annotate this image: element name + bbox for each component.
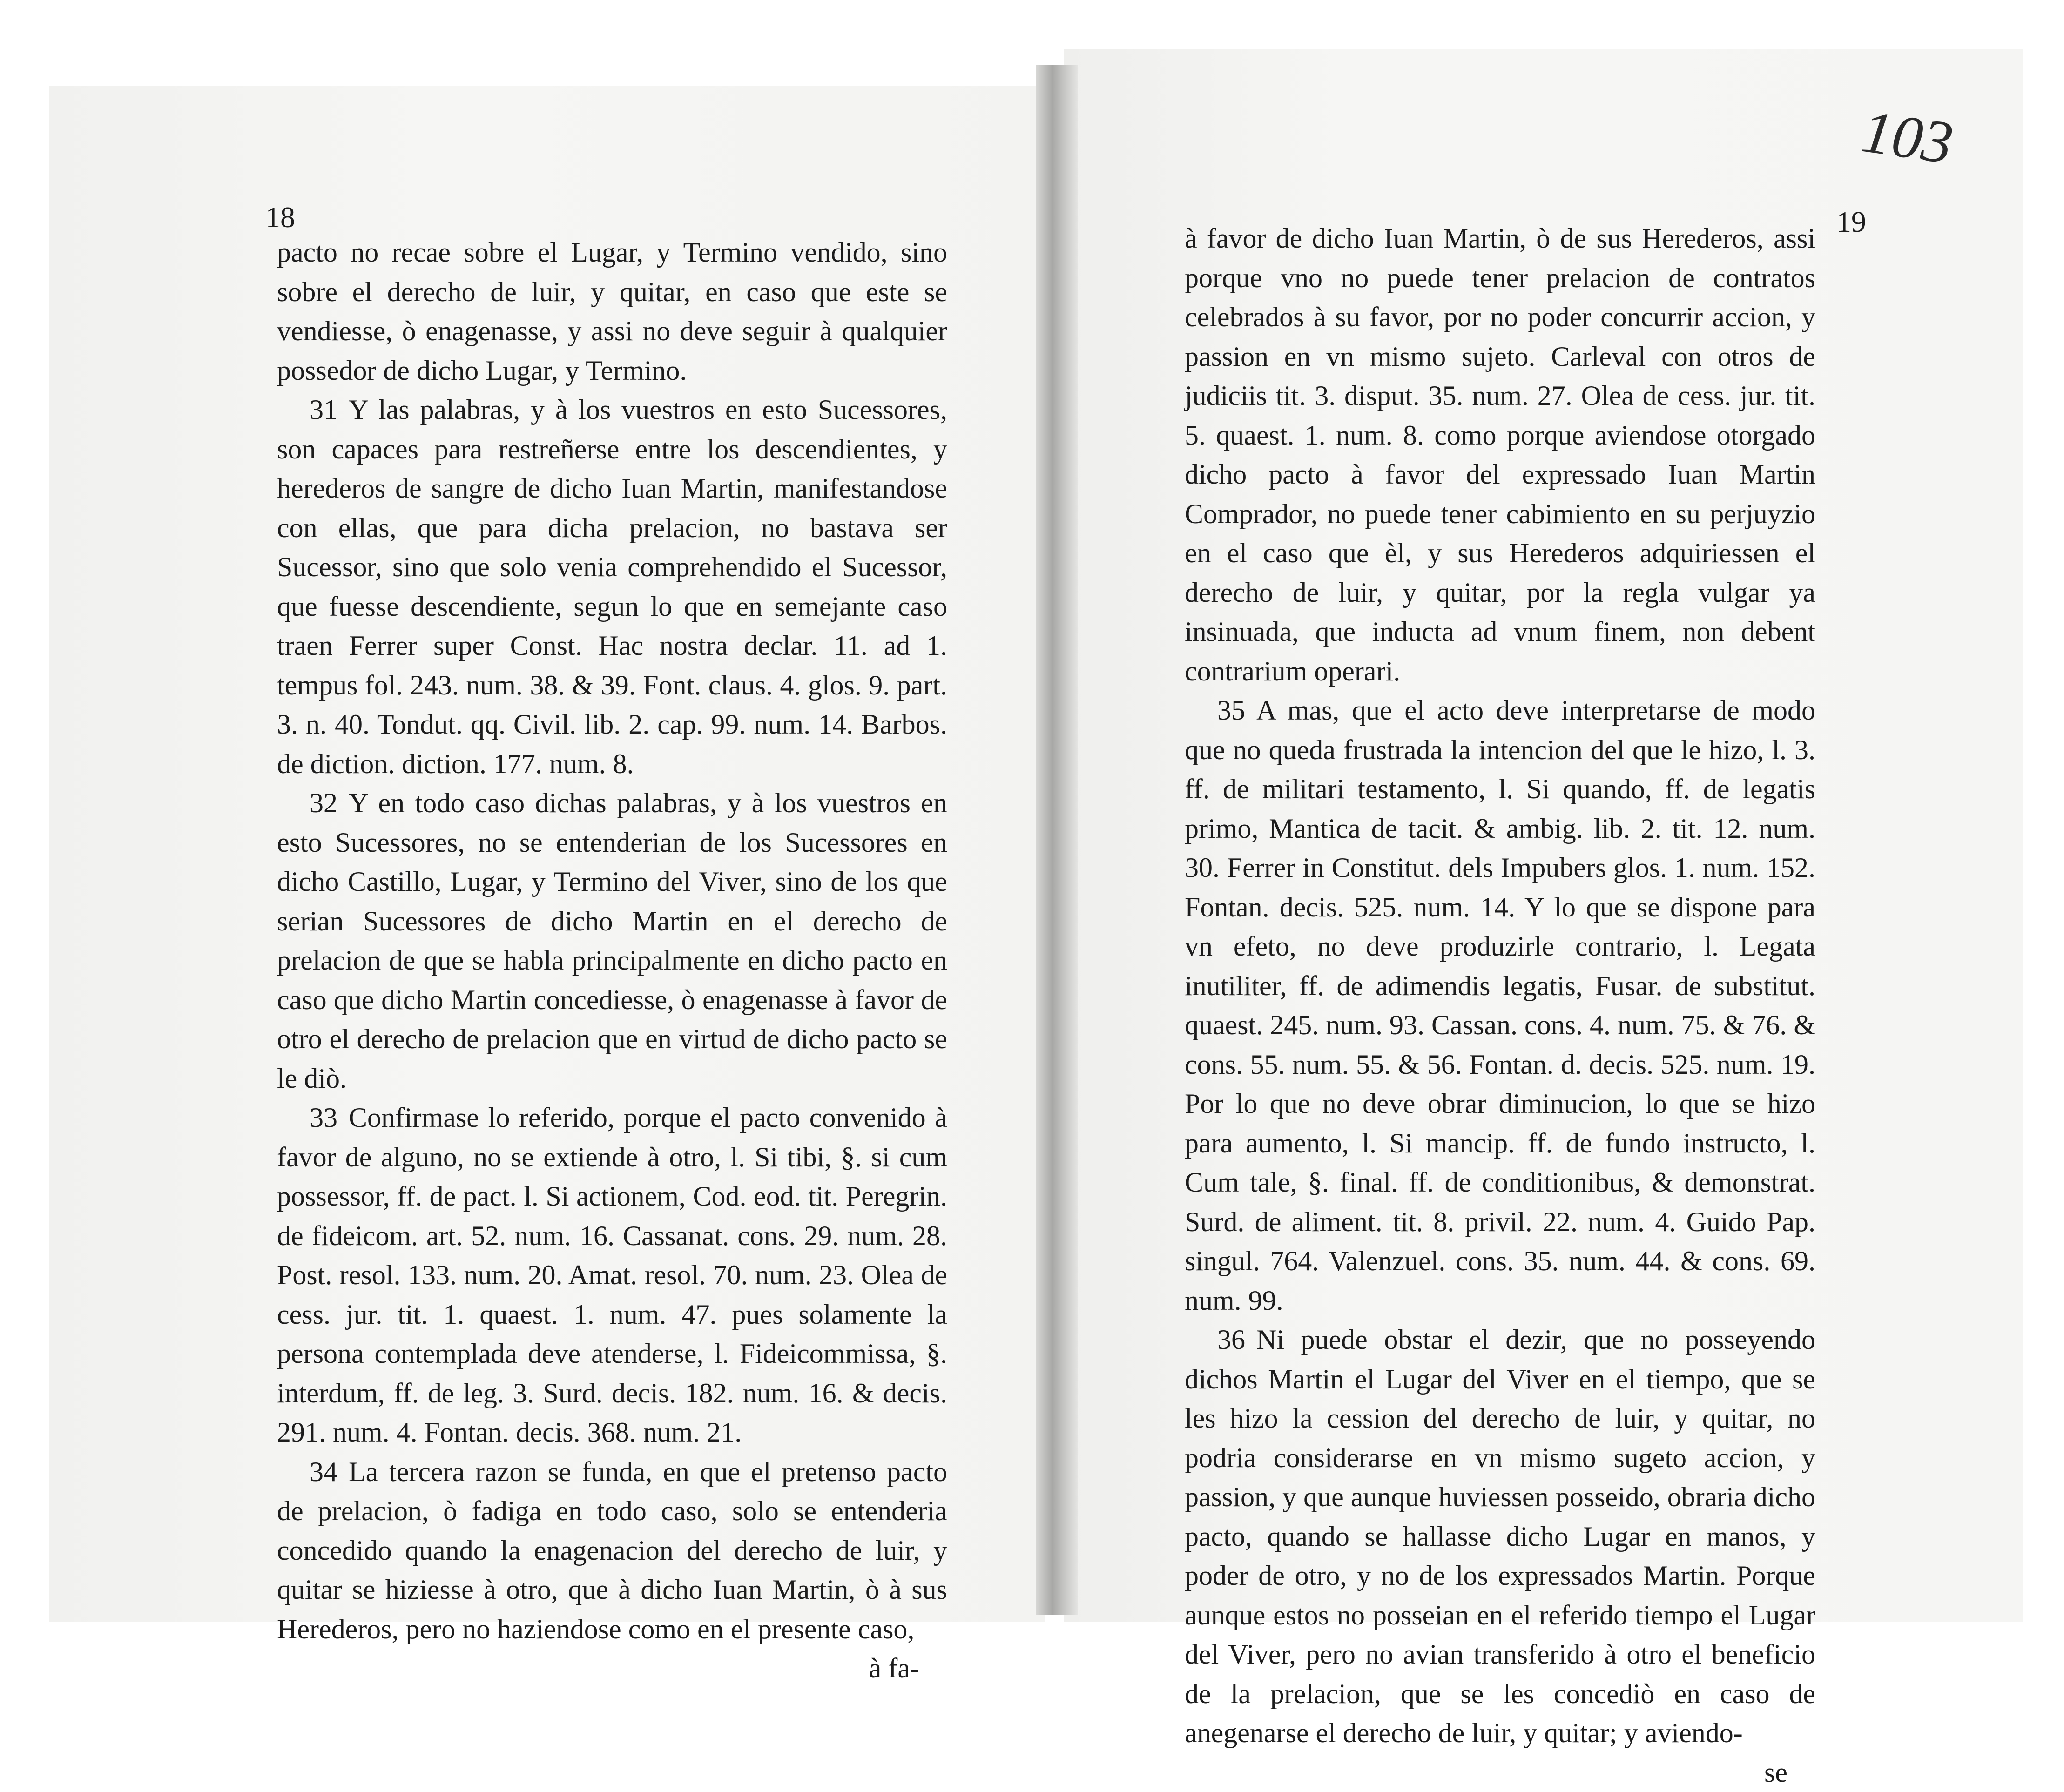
catchword: se (1185, 1753, 1815, 1792)
book-gutter (1036, 65, 1078, 1615)
paragraph-text: pacto no recae sobre el Lugar, y Termino vendido, sino sobre el derecho de luir, y quitar, en caso que este se vendiesse, ò enagenasse, y assi no deve seguir à qualquier possedor de dicho Lugar, y Termino. (277, 237, 947, 386)
paragraph-number: 35 (1217, 695, 1245, 726)
paragraph-number: 33 (310, 1102, 337, 1133)
paragraph-text: Ni puede obstar el dezir, que no posseyendo dichos Martin el Lugar del Viver en el tiempo, que se les hizo la cession del derecho de luir, y quitar, no podria considerarse en vn mismo sugeto accion, y passion, y que aunque huviessen posseido, obraria dicho pacto, quando se hallasse dicho Lugar en manos, y poder de otro, y no de los expressados Martin. Porque aunque estos no posseian en el referido tiempo el Lugar del Viver, pero no avian transferido à otro el beneficio de la prelacion, que se les concediò en caso de anegenarse el derecho de luir, y quitar; y aviendo- (1185, 1324, 1815, 1748)
paragraph-text: A mas, que el acto deve interpretarse de modo que no queda frustrada la intencion del que le hizo, l. 3. ff. de militari testamento, l. Si quando, ff. de legatis primo, Mantica de tacit. & ambig. lib. 2. tit. 12. num. 30. Ferrer in Constitut. dels Impubers glos. 1. num. 152. Fontan. decis. 525. num. 14. Y lo que se dispone para vn efeto, no deve produzirle contrario, l. Legata inutiliter, ff. de adimendis legatis, Fusar. de substitut. quaest. 245. num. 93. Cassan. cons. 4. num. 75. & 76. & cons. 55. num. 55. & 56. Fontan. d. decis. 525. num. 19. Por lo que no deve obrar diminucion, lo que se hizo para aumento, l. Si mancip. ff. de fundo instructo, l. Cum tale, §. final. ff. de conditionibus, & demonstrat. Surd. de aliment. tit. 8. privil. 22. num. 4. Guido Pap. singul. 764. Valenzuel. cons. 35. num. 44. & cons. 69. num. 99. (1185, 695, 1815, 1316)
paragraph (277, 1098, 947, 1452)
left-page-number: 18 (265, 200, 295, 235)
paragraph (277, 233, 947, 390)
handwritten-folio-mark: 103 (1858, 96, 1957, 178)
catchword: à fa- (277, 1649, 947, 1688)
paragraph-text: Y las palabras, y à los vuestros en esto Sucessores, son capaces para restreñerse entre los descendientes, y herederos de sangre de dicho Iuan Martin, manifestandose con ellas, que para dicha prelacion, no bastava ser Sucessor, sino que solo venia comprehendido el Sucessor, que fuesse descendiente, segun lo que en semejante caso traen Ferrer super Const. Hac nostra declar. 11. ad 1. tempus fol. 243. num. 38. & 39. Font. claus. 4. glos. 9. part. 3. n. 40. Tondut. qq. Civil. lib. 2. cap. 99. num. 14. Barbos. de diction. diction. 177. num. 8. (277, 394, 947, 779)
paragraph (1185, 219, 1815, 691)
paragraph (1185, 1320, 1815, 1753)
paragraph-text: La tercera razon se funda, en que el pretenso pacto de prelacion, ò fadiga en todo caso, solo se entenderia concedido quando la enagenacion del derecho de luir, y quitar se hiziesse à otro, que à dicho Iuan Martin, ò à sus Herederos, pero no haziendose como en el presente caso, (277, 1456, 947, 1644)
right-text-column (1185, 219, 1815, 1792)
paragraph-text: à favor de dicho Iuan Martin, ò de sus Herederos, assi porque vno no puede tener prelacion de contratos celebrados à su favor, por no poder concurrir accion, y passion en vn mismo sujeto. Carleval con otros de judiciis tit. 3. disput. 35. num. 27. Olea de cess. jur. tit. 5. quaest. 1. num. 8. como porque aviendose otorgado dicho pacto à favor del expressado Iuan Martin Comprador, no puede tener cabimiento en su perjuyzio en el caso que èl, y sus Herederos adquiriessen el derecho de luir, y quitar, por la regla vulgar ya insinuada, que inducta ad vnum finem, non debent contrarium operari. (1185, 223, 1815, 687)
paragraph (277, 390, 947, 783)
paragraph-number: 34 (310, 1456, 337, 1487)
paragraph-text: Y en todo caso dichas palabras, y à los vuestros en esto Sucessores, no se entenderian de los Sucessores en dicho Castillo, Lugar, y Termino del Viver, sino de los que serian Sucessores de dicho Martin en el derecho de prelacion de que se habla principalmente en dicho pacto en caso que dicho Martin concediesse, ò enagenasse à favor de otro el derecho de prelacion que en virtud de dicho pacto se le diò. (277, 788, 947, 1094)
paragraph-number: 32 (310, 788, 337, 818)
paragraph-text: Confirmase lo referido, porque el pacto convenido à favor de alguno, no se extiende à otro, l. Si tibi, §. si cum possessor, ff. de pact. l. Si actionem, Cod. eod. tit. Peregrin. de fideicom. art. 52. num. 16. Cassanat. cons. 29. num. 28. Post. resol. 133. num. 20. Amat. resol. 70. num. 23. Olea de cess. jur. tit. 1. quaest. 1. num. 47. pues solamente la persona contemplada deve atenderse, l. Fideicommissa, §. interdum, ff. de leg. 3. Surd. decis. 182. num. 16. & decis. 291. num. 4. Fontan. decis. 368. num. 21. (277, 1102, 947, 1448)
right-page-number: 19 (1836, 205, 1866, 239)
paragraph (277, 1452, 947, 1649)
left-text-column (277, 233, 947, 1688)
paragraph-number: 31 (310, 394, 337, 425)
paragraph-number: 36 (1217, 1324, 1245, 1355)
paragraph (1185, 691, 1815, 1320)
paragraph (277, 783, 947, 1098)
